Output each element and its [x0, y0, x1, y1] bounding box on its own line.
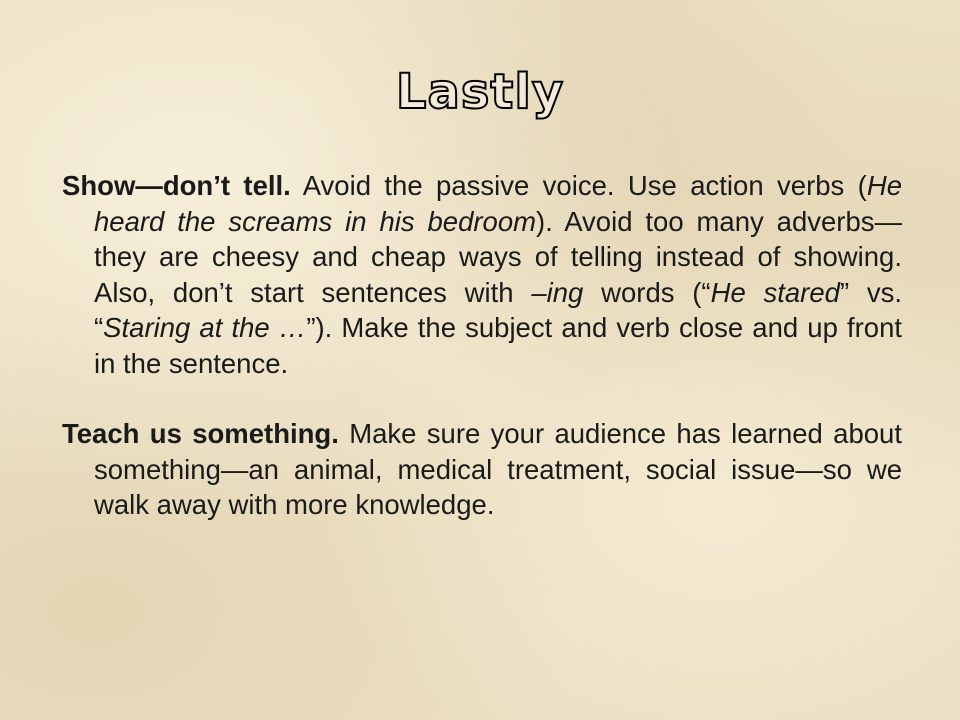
example-italic: –ing [531, 276, 584, 308]
example-italic: Staring at the … [103, 312, 307, 343]
slide-body [62, 168, 902, 523]
paragraph-lead: Show—don’t tell. [62, 170, 291, 201]
paragraph-text: ”). Make the subject and verb close and up front in the sentence. [94, 312, 903, 379]
example-italic: He heard the screams in his bedroom [94, 170, 902, 237]
slide-title: Lastly [395, 64, 565, 120]
paragraph-text: Make sure your audience has learned about something—an animal, medical treatment, social issue—so we walk away with more knowledge. [94, 418, 902, 520]
paragraph-text: ” vs. “ [94, 276, 903, 343]
paragraph-text: ). Avoid too many adverbs—they are cheesy and cheap ways of telling instead of showing. Also, don’t start sentences with [94, 205, 902, 308]
example-italic: He stared [710, 276, 840, 308]
paragraph-teach-us [62, 416, 902, 523]
paragraph-text: words (“ [583, 276, 711, 308]
paragraph-lead: Teach us something. [62, 418, 339, 449]
paragraph-show-dont-tell [62, 168, 902, 381]
paragraph-text: Avoid the passive voice. Use action verbs ( [290, 170, 867, 201]
